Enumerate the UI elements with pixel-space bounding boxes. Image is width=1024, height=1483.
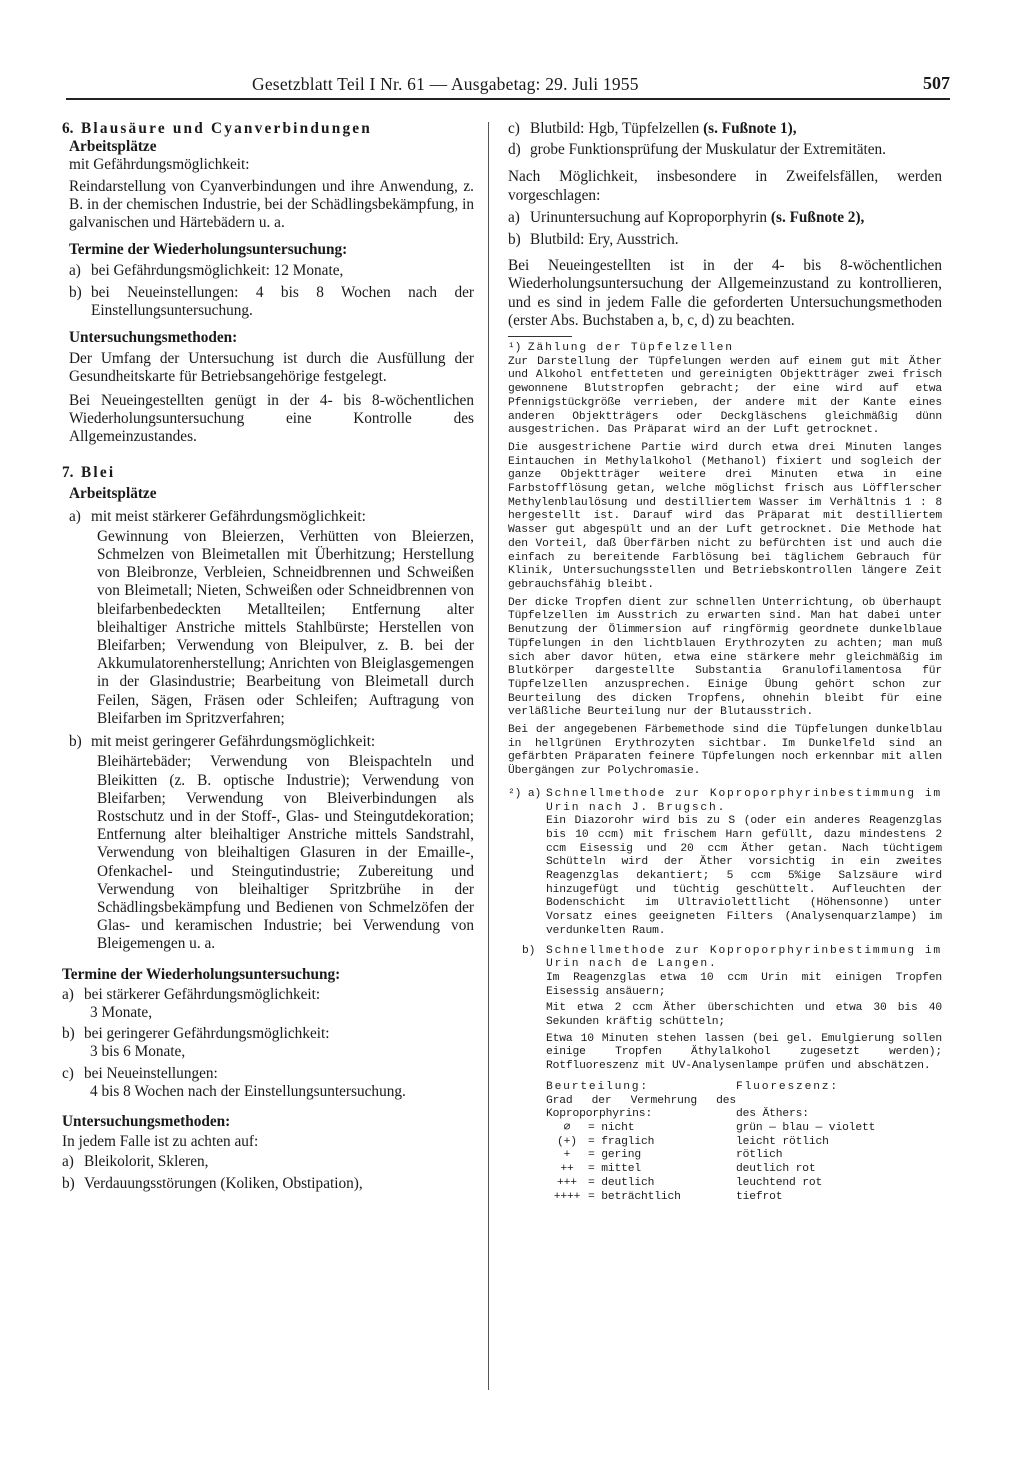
list: [62, 508, 474, 954]
list: [62, 986, 474, 1101]
footnote-marker: ²): [508, 787, 522, 800]
subheading: Arbeitsplätze: [69, 138, 157, 156]
footnote-paragraph: Ein Diazorohr wird bis zu S (oder ein anderes Reagenzglas bis 10 ccm) mit frischem Harn gefüllt, dazu mindestens 2 ccm Eisessig und 20 ccm Äther getan. Nach tüchtigem Schütteln wird der Äther vorsichtig in ein zweites Reagenzglas dekantiert; 5 ccm 5%ige Salzsäure wird hinzugefügt und tüchtig geschüttelt. Aufleuchten der Bodenschicht im Ultraviolettlicht (Höhensonne) unter Vorsatz eines geeigneten Filters (Analysenquarzlampe) im verdunkelten Raum.: [546, 815, 942, 937]
list-text: bei Neueinstellungen: 4 bis 8 Wochen nach der Einstellungsuntersuchung.: [91, 283, 474, 319]
grade-symbol: +++: [557, 1176, 577, 1189]
list-label: c): [62, 1064, 74, 1082]
list-text: Bleihärtebäder; Verwendung von Bleispachteln und Bleikitten (z. B. optische Industrie); Verwendung von Bleifarben; Verwendung von Bleiverbindungen als Rostschutz und in der Stoff-, Glas- und Steingutdekoration; Entfernung alter bleihaltiger Anstriche mittels Sandstrahl, Verwendung von bleihaltigen Glasuren in der Emaille-, Ofenkachel- und Steingutindustrie; Zubereitung und Verwendung von bleihaltiger Spritzbrühe in der Schädlingsbekämpfung und Bedienen von Schmelzöfen der Glas- und keramischen Industrie; bei Verwendung von Bleigemengen u. a.: [97, 753, 474, 953]
list-heading: bei geringerer Gefährdungsmöglichkeit:: [84, 1025, 330, 1043]
list-heading: mit meist stärkerer Gefährdungsmöglichkeit:: [91, 507, 366, 525]
grade-symbol: ∅: [563, 1122, 571, 1134]
section-number: 6.: [62, 120, 74, 137]
grade-symbol: (+): [557, 1135, 577, 1148]
footnote-paragraph: Im Reagenzglas etwa 10 ccm Urin mit einigen Tropfen Eisessig ansäuern;: [546, 971, 942, 998]
fluorescence-value: tiefrot: [736, 1190, 783, 1203]
footnote-paragraph: Mit etwa 2 ccm Äther überschichten und etwa 30 bis 40 Sekunden kräftig schütteln;: [546, 1002, 942, 1029]
footnote-title: Schnellmethode zur Koproporphyrinbestimmung im Urin nach de Langen.: [546, 944, 942, 971]
paragraph: Der Umfang der Untersuchung ist durch die Ausfüllung der Gesundheitskarte für Betriebsangehörige festgelegt.: [69, 350, 474, 386]
fluorescence-value: leicht rötlich: [736, 1135, 829, 1148]
fluorescence-value: deutlich rot: [736, 1163, 816, 1176]
header-title: Gesetzblatt Teil I Nr. 61 — Ausgabetag: 29. Juli 1955: [252, 74, 639, 94]
list-label: a): [69, 507, 81, 525]
table-row: [546, 1177, 736, 1191]
footnote-label: a): [527, 787, 542, 800]
footnote-item: [508, 788, 942, 939]
section-title: Blei: [81, 464, 116, 482]
list-item: [62, 986, 474, 1022]
subheading-text: mit Gefährdungsmöglichkeit:: [69, 156, 250, 174]
grade-symbol: +: [563, 1149, 571, 1162]
list-text: bei Gefährdungsmöglichkeit: 12 Monate,: [91, 262, 344, 280]
footnote-2: [508, 788, 942, 1204]
list-text: Blutbild: Ery, Ausstrich.: [530, 231, 679, 249]
list-text: Gewinnung von Bleierzen, Verhütten von Bleierzen, Schmelzen von Bleimetallen mit Überhitzung; Herstellung von Bleibronze, Verbleien, Schneidbrennen und Schweißen von Bleimetall; Nieten, Schweißen oder Schneidbrennen von bleifarbenbedeckten Metallteilen; Entfernung alter bleihaltiger Anstriche mittels Stahlbürste; Herstellen von Bleifarben; Verwendung von Bleipulver, z. B. bei der Akkumulatorenherstellung; Anrichten von Bleiglasgemengen in der Glasindustrie; Bearbeitung von Bleimetall durch Feilen, Sägen, Fräsen oder Schleifen; Auftragung von Bleifarben im Spritzverfahren;: [97, 527, 474, 727]
subheading: Untersuchungsmethoden:: [62, 1112, 231, 1130]
column-rule: [488, 122, 489, 1390]
list-item: [508, 231, 942, 249]
paragraph: In jedem Falle ist zu achten auf:: [62, 1133, 259, 1151]
section-title: Blausäure und Cyanverbindungen: [81, 120, 373, 137]
list-item: [508, 209, 942, 227]
grade-label: = beträchtlich: [588, 1190, 681, 1203]
grade-label: = fraglich: [588, 1135, 655, 1148]
footnote-reference: (s. Fußnote 1),: [703, 120, 797, 137]
list-text: grobe Funktionsprüfung der Muskulatur der Extremitäten.: [530, 141, 887, 159]
fluorescence-value: grün — blau — violett: [736, 1121, 876, 1134]
list-heading: bei Neueinstellungen:: [84, 1064, 218, 1082]
subheading: Arbeitsplätze: [69, 485, 157, 503]
footnote-label: b): [522, 944, 536, 957]
list-text: Urinuntersuchung auf Koproporphyrin: [530, 208, 768, 226]
list-item: [62, 1025, 474, 1061]
table-row: [546, 1149, 736, 1163]
footnote-paragraph: Etwa 10 Minuten stehen lassen (bei gel. Emulgierung sollen einige Tropfen Äthylalkohol zugesetzt werden); Rotfluoreszenz mit UV-Analysenlampe prüfen und abschätzen.: [546, 1032, 942, 1073]
fluorescence-title: Fluoreszenz:: [736, 1080, 839, 1093]
grade-label: = mittel: [588, 1163, 642, 1176]
grade-label: = deutlich: [588, 1176, 655, 1189]
footnote-paragraph: Zur Darstellung der Tüpfelungen werden auf einem gut mit Äther und Alkohol entfetteten und gereinigten Objektträger zwei frisch gewonnene Blutstropfen gebracht; der eine wird auf etwa Pfennigstückgröße verrieben, der andere mit der Kante eines anderen Objektträgers oder Deckgläschens gleichmäßig dünn ausgestrichen. Das Präparat wird an der Luft getrocknet.: [508, 355, 942, 437]
fluorescence-value: rötlich: [736, 1149, 783, 1162]
section-6-heading: [62, 120, 474, 138]
footnote-paragraph: Bei der angegebenen Färbemethode sind die Tüpfelungen dunkelblau in hellgrünen Erythrozyten sichtbar. Im Dunkelfeld sind an gefärbten Präparaten feinere Tüpfelungen noch erkennbar mit allen Übergängen zur Polychromasie.: [508, 724, 942, 778]
list-item: [69, 262, 474, 280]
table-row: [546, 1122, 736, 1136]
footnote-rule: [508, 336, 572, 337]
footnote-title: Zählung der Tüpfelzellen: [527, 342, 734, 355]
paragraph: Bei Neueingestellten genügt in der 4- bis 8-wöchentlichen Wiederholungsuntersuchung eine Kontrolle des Allgemeinzustandes.: [69, 391, 474, 446]
list-label: b): [62, 1174, 75, 1192]
grade-symbol: ++: [560, 1163, 574, 1176]
section-number: 7.: [62, 464, 74, 482]
list-label: c): [508, 120, 520, 137]
list-label: b): [69, 733, 82, 751]
grade-label: = nicht: [588, 1122, 635, 1134]
list-text: Blutbild: Hgb, Tüpfelzellen: [530, 120, 700, 137]
page-header: [66, 74, 950, 96]
list-item: [62, 1175, 474, 1193]
list-text: 3 bis 6 Monate,: [90, 1043, 186, 1061]
list-label: b): [62, 1025, 75, 1043]
subheading: Termine der Wiederholungsuntersuchung:: [62, 965, 341, 983]
list-label: b): [508, 231, 521, 249]
right-column: [508, 120, 942, 1204]
evaluation-subtitle: Grad der Vermehrung des Koproporphyrins:: [546, 1094, 736, 1121]
list-label: b): [69, 283, 82, 301]
table-row: [546, 1191, 736, 1205]
grade-symbol: ++++: [553, 1190, 581, 1203]
footnote-reference: (s. Fußnote 2),: [770, 208, 865, 226]
section-7-heading: [62, 464, 474, 482]
list-item: [69, 284, 474, 320]
table-row: [546, 1136, 736, 1150]
footnote-title: Schnellmethode zur Koproporphyrinbestimmung im Urin nach J. Brugsch.: [546, 787, 942, 814]
list-label: a): [62, 985, 74, 1003]
list-item: [69, 508, 474, 728]
list: [62, 1153, 474, 1192]
list-label: d): [508, 141, 521, 159]
paragraph: Reindarstellung von Cyanverbindungen und ihre Anwendung, z. B. in der chemischen Industrie, bei der Schädlingsbekämpfung, in galvanischen und Härtebädern u. a.: [69, 177, 474, 232]
list-text: Bleikolorit, Skleren,: [84, 1153, 209, 1171]
list: [62, 262, 474, 320]
list-label: a): [62, 1153, 74, 1171]
paragraph: Nach Möglichkeit, insbesondere in Zweifelsfällen, werden vorgeschlagen:: [508, 168, 942, 204]
list-heading: bei stärkerer Gefährdungsmöglichkeit:: [84, 985, 321, 1003]
subheading: Untersuchungsmethoden:: [69, 329, 238, 347]
grade-label: = gering: [588, 1149, 642, 1162]
list-item: [69, 733, 474, 953]
footnote-paragraph: Der dicke Tropfen dient zur schnellen Unterrichtung, ob überhaupt Tüpfelzellen im Ausstrich zu erwarten sind. Man hat dabei unter Benutzung der Ölimmersion auf ringförmig geordnete dunkelblaue Tüpfelungen in den lichtblauen Erythrozyten zu achten; man muß sich aber davor hüten, etwa eine stärkere mehr gleichmäßig im Blutkörper dargestellte Substantia Granulofilamentosa für Tüpfelzellen anzusprechen. Einige Übung gehört schon zur Beurteilung des dicken Tropfens, ohnehin bleibt für eine verläßliche Beurteilung nur der Blutausstrich.: [508, 596, 942, 719]
header-rule: [66, 98, 950, 100]
list-item: [62, 1153, 474, 1171]
list-label: a): [508, 208, 520, 226]
list-text: Verdauungsstörungen (Koliken, Obstipation),: [84, 1174, 363, 1192]
list-item: [508, 141, 942, 159]
footnote-1: [508, 342, 942, 779]
list-label: a): [69, 262, 81, 280]
left-column: [62, 120, 474, 1193]
fluorescence-subtitle: des Äthers:: [736, 1108, 809, 1121]
footnote-item: [508, 945, 942, 1074]
subheading: Termine der Wiederholungsuntersuchung:: [69, 241, 348, 259]
list-text: 4 bis 8 Wochen nach der Einstellungsuntersuchung.: [90, 1082, 406, 1100]
footnote-marker: ¹): [508, 342, 522, 355]
footnote-paragraph: Die ausgestrichene Partie wird durch etwa drei Minuten langes Eintauchen in Methylalkohol (Methanol) fixiert und sogleich der ganze Objektträger weitere drei Minuten etwa in eine Farbstofflösung getan, welche möglichst frisch aus Löfflerscher Methylenblaulösung und destilliertem Wasser im Verhältnis 1 : 8 hergestellt ist. Darauf wird das Präparat mit destilliertem Wasser gut abgespült und an der Luft getrocknet. Die Methode hat den Vorteil, daß Überfärben nicht zu befürchten ist und auch die einfach zu bereitende Farblösung bei täglichem Gebrauch für Klinik, Untersuchungsstellen und Betriebskontrollen längere Zeit gebrauchsfähig bleibt.: [508, 441, 942, 591]
evaluation-table: [508, 1081, 942, 1204]
paragraph: Bei Neueingestellten ist in der 4- bis 8-wöchentlichen Wiederholungsuntersuchung der Allgemeinzustand zu kontrollieren, und es sind in jedem Falle die geforderten Untersuchungsmethoden (erster Abs. Buchstaben a, b, c, d) zu beachten.: [508, 257, 942, 329]
list-item: [508, 120, 942, 138]
evaluation-title: Beurteilung:: [546, 1080, 649, 1093]
list-text: 3 Monate,: [90, 1003, 153, 1021]
table-row: [546, 1163, 736, 1177]
list-item: [62, 1065, 474, 1101]
page-number: 507: [923, 73, 950, 93]
list-heading: mit meist geringerer Gefährdungsmöglichkeit:: [91, 733, 376, 751]
fluorescence-value: leuchtend rot: [736, 1176, 823, 1189]
